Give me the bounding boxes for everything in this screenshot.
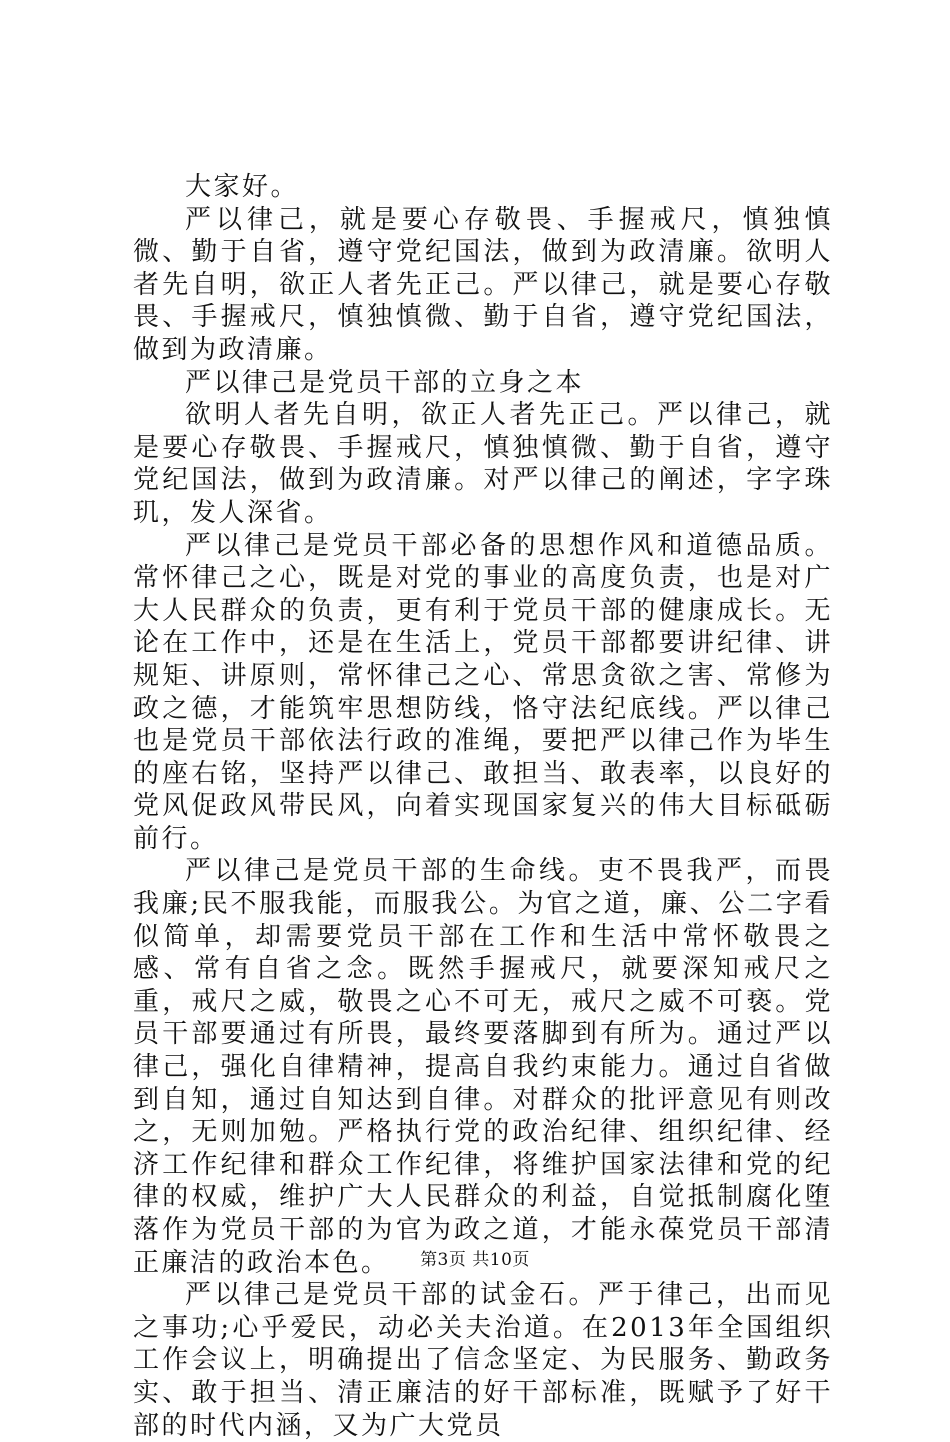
section-heading: 严以律己是党员干部的立身之本 <box>185 367 585 398</box>
paragraph-intro: 严以律己，就是要心存敬畏、手握戒尺，慎独慎微、勤于自省，遵守党纪国法，做到为政清廉。欲明人者先自明，欲正人者先正己。严以律己，就是要心存敬畏、手握戒尺，慎独慎微、勤于自省，遵守党纪国法，做到为政清廉。 <box>133 204 833 365</box>
paragraph: 严以律己是党员干部的生命线。吏不畏我严，而畏我廉;民不服我能，而服我公。为官之道，廉、公二字看似简单，却需要党员干部在工作和生活中常怀敬畏之感、常有自省之念。既然手握戒尺，就要深知戒尺之重，戒尺之威，敬畏之心不可无，戒尺之威不可亵。党员干部要通过有所畏，最终要落脚到有所为。通过严以律己，强化自律精神，提高自我约束能力。通过自省做到自知，通过自知达到自律。对群众的批评意见有则改之，无则加勉。严格执行党的政治纪律、组织纪律、经济工作纪律和群众工作纪律，将维护国家法律和党的纪律的权威，维护广大人民群众的利益，自觉抵制腐化堕落作为党员干部的为官为政之道，才能永葆党员干部清正廉洁的政治本色。 <box>133 856 833 1278</box>
paragraph: 严以律己是党员干部的试金石。严于律己，出而见之事功;心乎爱民，动必关夫治道。在2013年全国组织工作会议上，明确提出了信念坚定、为民服务、勤政务实、敢于担当、清正廉洁的好干部标准，既赋予了好干部的时代内涵，又为广大党员 <box>133 1280 833 1441</box>
paragraph: 欲明人者先自明，欲正人者先正己。严以律己，就是要心存敬畏、手握戒尺，慎独慎微、勤于自省，遵守党纪国法，做到为政清廉。对严以律己的阐述，字字珠玑，发人深省。 <box>133 400 833 528</box>
paragraph-greeting: 大家好。 <box>185 172 300 202</box>
paragraph: 严以律己是党员干部必备的思想作风和道德品质。常怀律己之心，既是对党的事业的高度负责，也是对广大人民群众的负责，更有利于党员干部的健康成长。无论在工作中，还是在生活上，党员干部都要讲纪律、讲规矩、讲原则，常怀律己之心、常思贪欲之害、常修为政之德，才能筑牢思想防线，恪守法纪底线。严以律己也是党员干部依法行政的准绳，要把严以律己作为毕生的座右铭，坚持严以律己、敢担当、敢表率，以良好的党风促政风带民风，向着实现国家复兴的伟大目标砥砺前行。 <box>133 530 833 854</box>
page-number-footer: 第3页 共10页 <box>420 1250 530 1270</box>
